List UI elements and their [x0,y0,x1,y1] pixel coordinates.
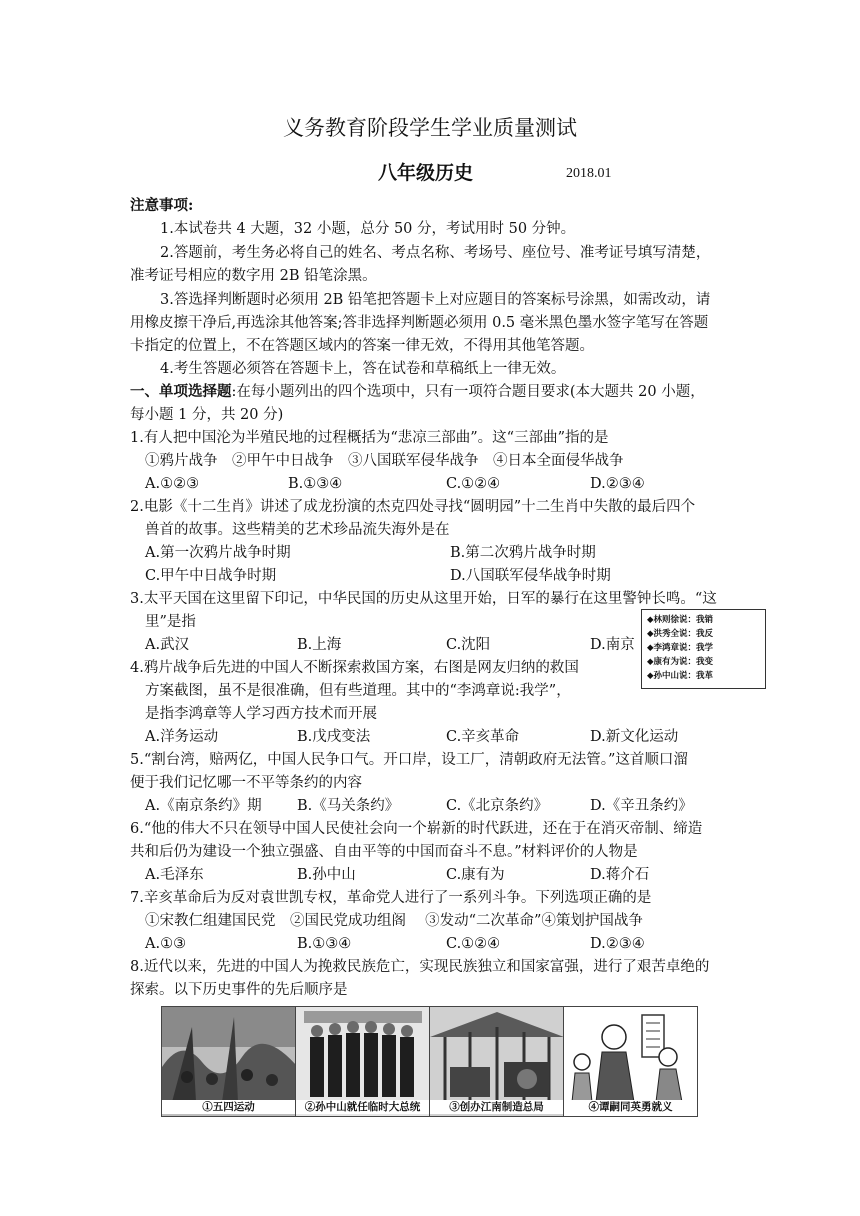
q5-stem-2: 便于我们记忆哪一不平等条约的内容 [130,775,362,791]
q1-option-c: C.①②④ [446,476,501,492]
q1-items: ①鸦片战争 ②甲午中日战争 ③八国联军侵华战争 ④日本全面侵华战争 [145,453,624,469]
q8-caption-4: ④谭嗣同英勇就义 [564,1100,697,1114]
q3-stem: 3.太平天国在这里留下印记，中华民国的历史从这里开始，日军的暴行在这里警钟长鸣。“这 [130,591,717,607]
q4-box-line: ◆洪秀全说：我反 [647,629,714,639]
q4-stem: 4.鸦片战争后先进的中国人不断探索救国方案，右图是网友归纳的救国 [130,660,579,676]
q5-option-a: A.《南京条约》期 [145,798,262,814]
q4-screenshot-box [641,609,766,689]
q4-option-c: C.辛亥革命 [446,729,520,745]
q4-box-line: ◆孙中山说：我革 [647,671,714,681]
q2-stem-2: 兽首的故事。这些精美的艺术珍品流失海外是在 [145,522,450,538]
q4-option-d: D.新文化运动 [590,729,679,745]
notice-item: 准考证号相应的数字用 2B 铅笔涂黑。 [130,268,377,284]
notice-item: 用橡皮擦干净后,再选涂其他答案;答非选择判断题必须用 0.5 毫米黑色墨水签字笔写在答题 [130,315,709,331]
exam-subtitle: 八年级历史 [378,162,474,184]
q2-option-c: C.甲午中日战争时期 [145,568,277,584]
section-instruction-2: 每小题 1 分，共 20 分) [130,407,284,423]
q7-option-d: D.②③④ [590,936,645,952]
q4-box-line: ◆林则徐说：我销 [647,615,714,625]
q7-option-c: C.①②④ [446,936,501,952]
q6-option-d: D.蒋介石 [590,867,650,883]
q8-picture-3 [430,1007,564,1116]
q1-option-b: B.①③④ [288,476,343,492]
q5-stem: 5.“割台湾，赔两亿，中国人民争口气。开口岸，设工厂，清朝政府无法管。”这首顺口溜 [130,752,688,768]
q2-option-b: B.第二次鸦片战争时期 [450,545,596,561]
q4-box-line: ◆李鸿章说：我学 [647,643,714,653]
q3-option-a: A.武汉 [145,637,190,653]
section-instruction: 一、单项选择题:在每小题列出的四个选项中，只有一项符合题目要求(本大题共 20 小题， [130,383,705,400]
notice-item: 2.答题前，考生务必将自己的姓名、考点名称、考场号、座位号、准考证号填写清楚， [160,245,711,261]
q4-stem-2: 方案截图，虽不是很准确，但有些道理。其中的“李鸿章说:我学”， [145,683,571,699]
q7-stem: 7.辛亥革命后为反对袁世凯专权，革命党人进行了一系列斗争。下列选项正确的是 [130,890,652,906]
notice-heading: 注意事项: [130,197,194,214]
q6-stem-2: 共和后仍为建设一个独立强盛、自由平等的中国而奋斗不息。”材料评价的人物是 [130,844,638,860]
q6-stem: 6.“他的伟大不只在领导中国人民使社会向一个崭新的时代跃进，还在于在消灭帝制、缔造 [130,821,703,837]
q8-picture-2 [296,1007,430,1116]
q7-option-a: A.①③ [145,936,187,952]
q1-option-d: D.②③④ [590,476,645,492]
q7-items: ①宋教仁组建国民党 ②国民党成功组阁 ③发动“二次革命”④策划护国战争 [145,913,643,929]
q8-picture-4 [564,1007,697,1116]
notice-item: 1.本试卷共 4 大题，32 小题，总分 50 分，考试用时 50 分钟。 [160,221,576,237]
section-heading: 一、单项选择题 [130,383,232,400]
exam-title: 义务教育阶段学生学业质量测试 [283,116,577,140]
q7-option-b: B.①③④ [297,936,352,952]
q8-stem: 8.近代以来，先进的中国人为挽救民族危亡，实现民族独立和国家富强，进行了艰苦卓绝的 [130,959,710,975]
notice-item: 4.考生答题必须答在答题卡上，答在试卷和草稿纸上一律无效。 [160,361,566,377]
notice-item: 卡指定的位置上，不在答题区域内的答案一律无效，不得用其他笔答题。 [130,338,594,354]
q3-stem-2: 里”是指 [145,614,196,630]
q5-option-b: B.《马关条约》 [297,798,400,814]
q3-option-c: C.沈阳 [446,637,491,653]
notice-item: 3.答选择判断题时必须用 2B 铅笔把答题卡上对应题目的答案标号涂黑，如需改动，请 [160,292,711,308]
q6-option-a: A.毛泽东 [145,867,204,883]
q1-stem: 1.有人把中国沦为半殖民地的过程概括为“悲凉三部曲”。这“三部曲”指的是 [130,430,609,446]
q4-option-a: A.洋务运动 [145,729,219,745]
q3-option-d: D.南京 [590,637,635,653]
q8-caption-3: ③创办江南制造总局 [430,1100,563,1114]
q5-option-d: D.《辛丑条约》 [590,798,693,814]
q8-stem-2: 探索。以下历史事件的先后顺序是 [130,982,348,998]
q2-option-d: D.八国联军侵华战争时期 [450,568,611,584]
q8-image-strip [161,1006,698,1117]
q3-option-b: B.上海 [297,637,342,653]
q8-caption-1: ①五四运动 [162,1100,295,1114]
q6-option-c: C.康有为 [446,867,505,883]
q4-box-line: ◆康有为说：我变 [647,657,714,667]
q8-picture-1 [162,1007,296,1116]
q4-stem-3: 是指李鸿章等人学习西方技术而开展 [145,706,377,722]
exam-date: 2018.01 [566,166,612,181]
q5-option-c: C.《北京条约》 [446,798,549,814]
q2-option-a: A.第一次鸦片战争时期 [145,545,291,561]
q6-option-b: B.孙中山 [297,867,356,883]
q2-stem: 2.电影《十二生肖》讲述了成龙扮演的杰克四处寻找“圆明园”十二生肖中失散的最后四个 [130,499,696,515]
q1-option-a: A.①②③ [145,476,200,492]
q4-option-b: B.戊戌变法 [297,729,371,745]
q8-caption-2: ②孙中山就任临时大总统 [296,1100,429,1114]
